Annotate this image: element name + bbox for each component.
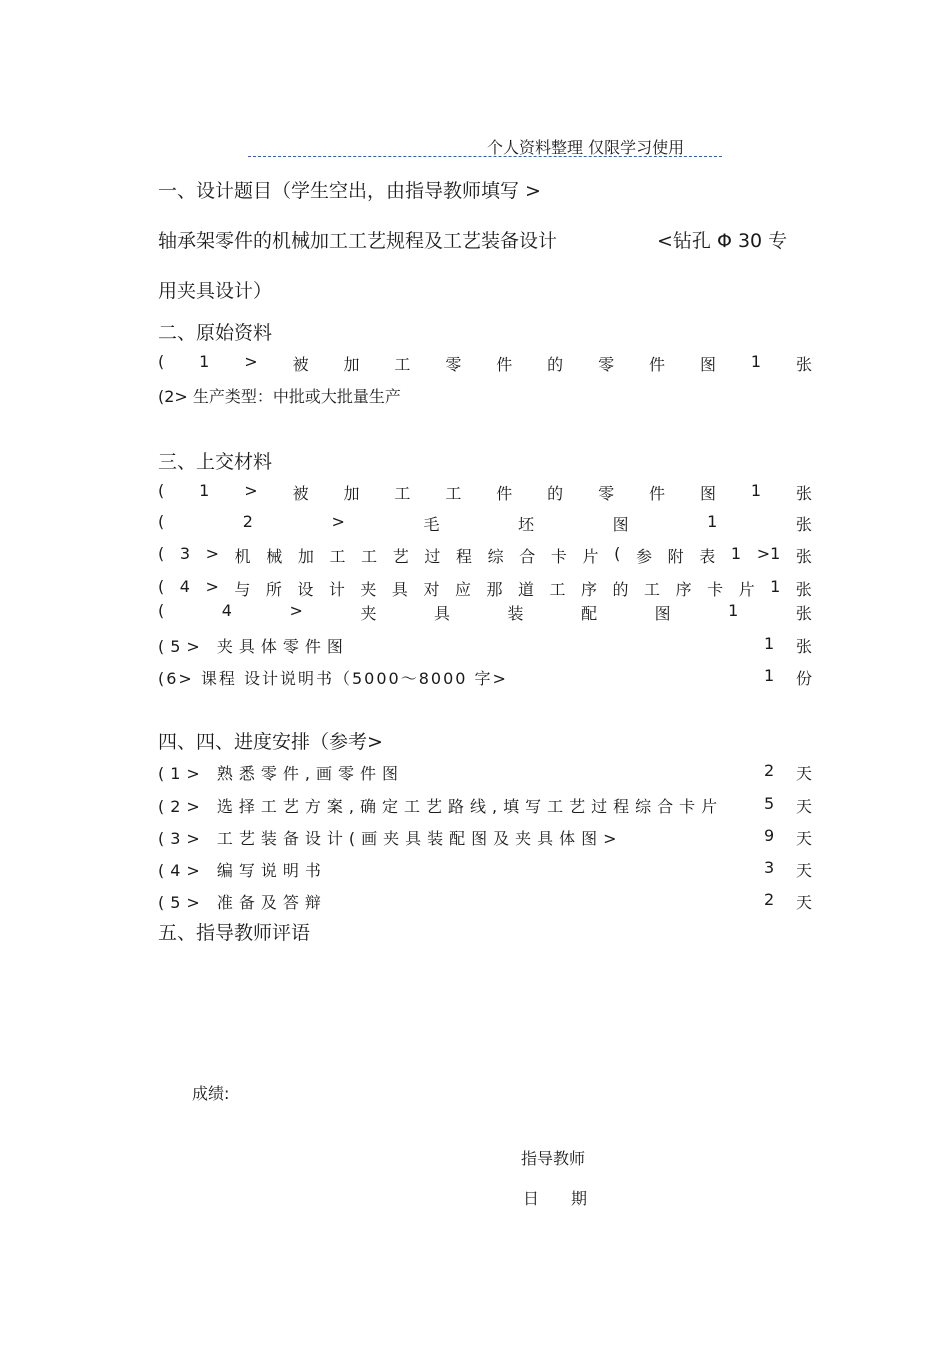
submit-material-item-6-count bbox=[764, 666, 812, 689]
list-char: 加 bbox=[297, 547, 314, 566]
list-char: 1 bbox=[770, 577, 781, 596]
list-char: 张 bbox=[795, 484, 812, 503]
schedule-item-4-days bbox=[764, 858, 812, 881]
list-char: 具 bbox=[391, 580, 408, 599]
list-char: 天 bbox=[795, 797, 812, 816]
list-char: 张 bbox=[795, 580, 812, 599]
list-char: 设 bbox=[297, 580, 314, 599]
original-material-item-2: (2> 生产类型：中批或大批量生产 bbox=[158, 387, 401, 406]
list-char: 张 bbox=[795, 515, 812, 534]
list-char: 4 bbox=[179, 577, 190, 596]
design-topic-line2: 用夹具设计） bbox=[158, 280, 273, 302]
list-char: > bbox=[331, 512, 345, 531]
list-char: 卡 bbox=[707, 580, 724, 599]
section-3-title: 三、上交材料 bbox=[158, 451, 273, 473]
date-label: 日 期 bbox=[523, 1189, 588, 1208]
list-char: 与 bbox=[234, 580, 251, 599]
list-char: 张 bbox=[795, 637, 812, 656]
schedule-item-5: (5> 准备及答辩 bbox=[158, 893, 327, 912]
list-char: 2 bbox=[764, 890, 775, 909]
list-char: 天 bbox=[795, 829, 812, 848]
list-char: 1 bbox=[707, 512, 718, 531]
list-char: > bbox=[244, 352, 258, 371]
list-char: 1 bbox=[750, 352, 762, 371]
list-char: 工 bbox=[329, 547, 346, 566]
list-char: > bbox=[205, 577, 219, 596]
list-char: 具 bbox=[433, 604, 450, 623]
list-char: 表 bbox=[699, 547, 716, 566]
list-char: 3 bbox=[764, 858, 775, 877]
list-char: 械 bbox=[266, 547, 283, 566]
header-divider bbox=[248, 156, 722, 157]
list-char: 坯 bbox=[518, 515, 535, 534]
list-char: 图 bbox=[612, 515, 629, 534]
list-char: ( bbox=[614, 544, 621, 563]
list-char: 艺 bbox=[392, 547, 409, 566]
schedule-item-1: (1> 熟悉零件,画零件图 bbox=[158, 764, 405, 783]
submit-material-item-4a bbox=[158, 577, 812, 600]
list-char: 1 bbox=[750, 481, 762, 500]
submit-material-item-1 bbox=[158, 481, 812, 504]
submit-material-item-5: (5> 夹具体零件图 bbox=[158, 637, 349, 656]
list-char: 夹 bbox=[360, 604, 377, 623]
list-char: 应 bbox=[454, 580, 471, 599]
list-char: ( bbox=[158, 352, 165, 371]
list-char: 4 bbox=[221, 601, 232, 620]
list-char: 序 bbox=[581, 580, 598, 599]
list-char: 件 bbox=[649, 355, 666, 374]
list-char: 天 bbox=[795, 764, 812, 783]
list-char: 对 bbox=[423, 580, 440, 599]
list-char: ( bbox=[158, 512, 165, 531]
list-char: 加 bbox=[343, 355, 360, 374]
list-char: 1 bbox=[764, 634, 775, 653]
list-char: ( bbox=[158, 481, 165, 500]
section-4-title: 四、四、进度安排（参考> bbox=[158, 731, 383, 753]
list-char: 1 bbox=[199, 352, 210, 371]
schedule-item-2: (2> 选择工艺方案,确定工艺路线,填写工艺过程综合卡片 bbox=[158, 797, 724, 816]
schedule-item-2-days bbox=[764, 794, 812, 817]
original-material-item-1 bbox=[158, 352, 812, 375]
list-char: 1 bbox=[764, 666, 775, 685]
list-char: 工 bbox=[445, 484, 462, 503]
list-char: 序 bbox=[675, 580, 692, 599]
list-char: ( bbox=[158, 577, 165, 596]
list-char: 张 bbox=[795, 604, 812, 623]
list-char: 工 bbox=[394, 355, 411, 374]
submit-material-item-3 bbox=[158, 544, 812, 567]
list-char: 工 bbox=[644, 580, 661, 599]
list-char: 计 bbox=[328, 580, 345, 599]
list-char: 程 bbox=[456, 547, 473, 566]
list-char: 零 bbox=[445, 355, 462, 374]
list-char: 件 bbox=[649, 484, 666, 503]
list-char: 天 bbox=[795, 893, 812, 912]
list-char: > bbox=[289, 601, 303, 620]
list-char: ( bbox=[158, 544, 165, 563]
grade-label: 成绩: bbox=[192, 1084, 230, 1103]
list-char: 合 bbox=[519, 547, 536, 566]
list-char: 工 bbox=[394, 484, 411, 503]
list-char: 工 bbox=[549, 580, 566, 599]
list-char: 综 bbox=[487, 547, 504, 566]
list-char: 的 bbox=[547, 484, 564, 503]
list-char: 片 bbox=[582, 547, 599, 566]
design-topic-line1: 轴承架零件的机械加工工艺规程及工艺装备设计 bbox=[158, 230, 558, 252]
list-char: 2 bbox=[764, 761, 775, 780]
list-char: 附 bbox=[667, 547, 684, 566]
list-char: 工 bbox=[361, 547, 378, 566]
list-char: 份 bbox=[795, 669, 812, 688]
list-char: 所 bbox=[265, 580, 282, 599]
list-char: 1 bbox=[199, 481, 210, 500]
list-char: 图 bbox=[699, 355, 716, 374]
list-char: 9 bbox=[764, 826, 775, 845]
list-char: 参 bbox=[636, 547, 653, 566]
submit-material-item-2 bbox=[158, 512, 812, 535]
submit-material-item-6: (6> 课程 设计说明书（5000～8000 字> bbox=[158, 669, 508, 688]
list-char: 配 bbox=[581, 604, 598, 623]
list-char: 卡 bbox=[550, 547, 567, 566]
list-char: 图 bbox=[699, 484, 716, 503]
list-char: 加 bbox=[343, 484, 360, 503]
page-header: 个人资料整理 仅限学习使用 bbox=[487, 138, 685, 157]
section-2-title: 二、原始资料 bbox=[158, 322, 273, 344]
list-char: 零 bbox=[598, 484, 615, 503]
schedule-item-4: (4> 编写说明书 bbox=[158, 861, 327, 880]
schedule-item-5-days bbox=[764, 890, 812, 913]
list-char: 5 bbox=[764, 794, 775, 813]
schedule-item-1-days bbox=[764, 761, 812, 784]
list-char: 图 bbox=[654, 604, 671, 623]
list-char: 1 bbox=[728, 601, 739, 620]
list-char: 道 bbox=[517, 580, 534, 599]
submit-material-item-5-count bbox=[764, 634, 812, 657]
list-char: 那 bbox=[486, 580, 503, 599]
list-char: 3 bbox=[179, 544, 191, 563]
teacher-label: 指导教师 bbox=[521, 1149, 586, 1168]
list-char: 被 bbox=[292, 484, 309, 503]
list-char: > bbox=[205, 544, 220, 563]
submit-material-item-4b bbox=[158, 601, 812, 624]
list-char: 天 bbox=[795, 861, 812, 880]
list-char: 过 bbox=[424, 547, 441, 566]
list-char: 夹 bbox=[360, 580, 377, 599]
list-char: 件 bbox=[496, 355, 513, 374]
section-1-title: 一、设计题目（学生空出，由指导教师填写 > bbox=[158, 180, 541, 202]
list-char: 的 bbox=[612, 580, 629, 599]
list-char: 件 bbox=[496, 484, 513, 503]
list-char: ( bbox=[158, 601, 165, 620]
list-char: 张 bbox=[795, 547, 812, 566]
schedule-item-3-days bbox=[764, 826, 812, 849]
list-char: 机 bbox=[234, 547, 251, 566]
list-char: >1 bbox=[756, 544, 781, 563]
list-char: 1 bbox=[730, 544, 742, 563]
design-topic-line1-right: <钻孔 Φ 30 专 bbox=[657, 230, 788, 252]
section-5-title: 五、指导教师评语 bbox=[158, 922, 311, 944]
list-char: 零 bbox=[598, 355, 615, 374]
list-char: 的 bbox=[547, 355, 564, 374]
list-char: 毛 bbox=[423, 515, 440, 534]
list-char: 片 bbox=[738, 580, 755, 599]
list-char: 装 bbox=[507, 604, 524, 623]
list-char: > bbox=[244, 481, 258, 500]
list-char: 被 bbox=[292, 355, 309, 374]
list-char: 张 bbox=[795, 355, 812, 374]
schedule-item-3: (3> 工艺装备设计(画夹具装配图及夹具体图> bbox=[158, 829, 623, 848]
list-char: 2 bbox=[242, 512, 253, 531]
